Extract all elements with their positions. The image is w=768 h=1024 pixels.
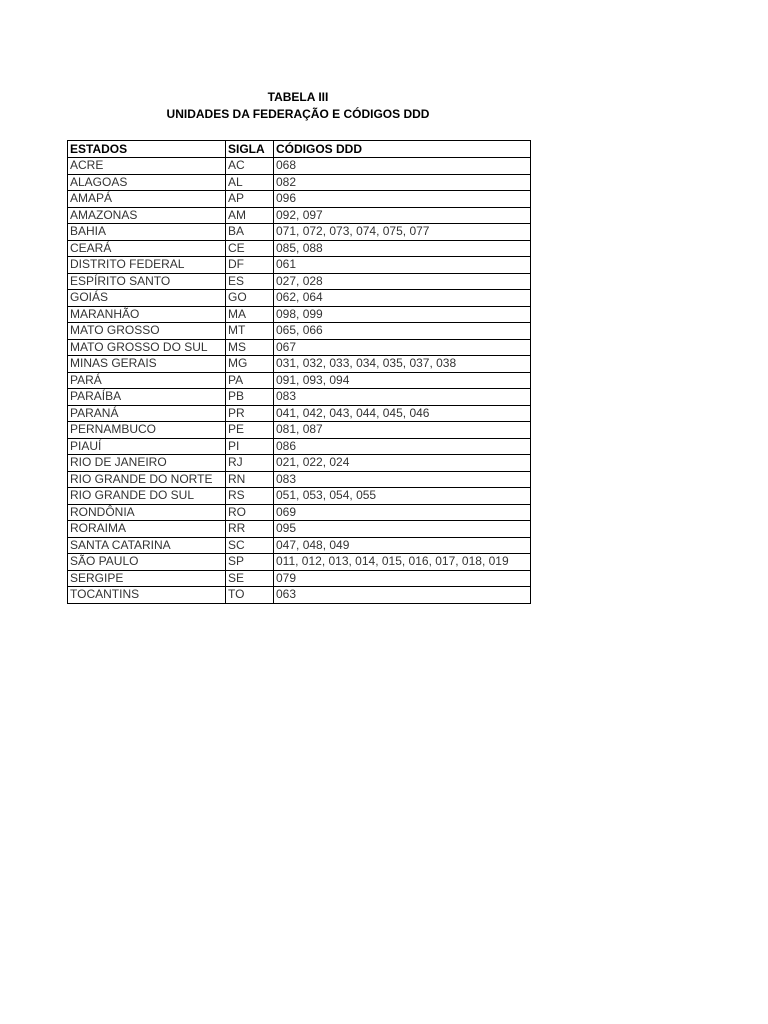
table-header-row — [68, 141, 531, 158]
state-cell: ACRE — [68, 158, 226, 175]
ddd-codes-cell: 021, 022, 024 — [274, 455, 531, 472]
ddd-codes-cell: 041, 042, 043, 044, 045, 046 — [274, 405, 531, 422]
table-row — [68, 537, 531, 554]
state-cell: BAHIA — [68, 224, 226, 241]
ddd-codes-cell: 061 — [274, 257, 531, 274]
sigla-cell: AL — [226, 174, 274, 191]
sigla-cell: PI — [226, 438, 274, 455]
state-cell: RORAIMA — [68, 521, 226, 538]
table-row — [68, 273, 531, 290]
ddd-codes-cell: 063 — [274, 587, 531, 604]
sigla-cell: TO — [226, 587, 274, 604]
table-row — [68, 323, 531, 340]
ddd-codes-cell: 081, 087 — [274, 422, 531, 439]
state-cell: PERNAMBUCO — [68, 422, 226, 439]
ddd-codes-cell: 085, 088 — [274, 240, 531, 257]
ddd-codes-cell: 011, 012, 013, 014, 015, 016, 017, 018, 019 — [274, 554, 531, 571]
sigla-cell: MG — [226, 356, 274, 373]
header-sigla: SIGLA — [226, 141, 274, 158]
ddd-codes-cell: 068 — [274, 158, 531, 175]
document-title: TABELA III — [267, 90, 329, 104]
table-row — [68, 438, 531, 455]
ddd-codes-cell: 096 — [274, 191, 531, 208]
table-row — [68, 422, 531, 439]
document-subtitle: UNIDADES DA FEDERAÇÃO E CÓDIGOS DDD — [166, 107, 430, 121]
state-cell: PARANÁ — [68, 405, 226, 422]
ddd-codes-cell: 079 — [274, 570, 531, 587]
state-cell: RONDÔNIA — [68, 504, 226, 521]
ddd-codes-cell: 031, 032, 033, 034, 035, 037, 038 — [274, 356, 531, 373]
state-cell: DISTRITO FEDERAL — [68, 257, 226, 274]
table-row — [68, 240, 531, 257]
table-row — [68, 174, 531, 191]
table-row — [68, 488, 531, 505]
state-cell: RIO DE JANEIRO — [68, 455, 226, 472]
state-cell: SÃO PAULO — [68, 554, 226, 571]
sigla-cell: SP — [226, 554, 274, 571]
sigla-cell: GO — [226, 290, 274, 307]
table-row — [68, 471, 531, 488]
ddd-codes-cell: 082 — [274, 174, 531, 191]
sigla-cell: RO — [226, 504, 274, 521]
state-cell: ALAGOAS — [68, 174, 226, 191]
sigla-cell: RS — [226, 488, 274, 505]
sigla-cell: MS — [226, 339, 274, 356]
state-cell: CEARÁ — [68, 240, 226, 257]
state-cell: SANTA CATARINA — [68, 537, 226, 554]
ddd-codes-cell: 062, 064 — [274, 290, 531, 307]
sigla-cell: MT — [226, 323, 274, 340]
sigla-cell: PR — [226, 405, 274, 422]
table-row — [68, 587, 531, 604]
table-row — [68, 455, 531, 472]
table-row — [68, 504, 531, 521]
header-codigos-ddd: CÓDIGOS DDD — [274, 141, 531, 158]
table-row — [68, 207, 531, 224]
ddd-codes-cell: 047, 048, 049 — [274, 537, 531, 554]
state-cell: GOIÁS — [68, 290, 226, 307]
state-cell: MINAS GERAIS — [68, 356, 226, 373]
sigla-cell: SC — [226, 537, 274, 554]
header-estados: ESTADOS — [68, 141, 226, 158]
sigla-cell: DF — [226, 257, 274, 274]
state-cell: SERGIPE — [68, 570, 226, 587]
table-row — [68, 306, 531, 323]
sigla-cell: ES — [226, 273, 274, 290]
table-row — [68, 521, 531, 538]
table-row — [68, 356, 531, 373]
table-row — [68, 405, 531, 422]
table-body — [68, 158, 531, 604]
ddd-codes-cell: 086 — [274, 438, 531, 455]
sigla-cell: PA — [226, 372, 274, 389]
table-row — [68, 554, 531, 571]
state-cell: TOCANTINS — [68, 587, 226, 604]
state-cell: AMAZONAS — [68, 207, 226, 224]
sigla-cell: CE — [226, 240, 274, 257]
sigla-cell: RN — [226, 471, 274, 488]
table-row — [68, 372, 531, 389]
table-row — [68, 191, 531, 208]
sigla-cell: SE — [226, 570, 274, 587]
ddd-codes-cell: 095 — [274, 521, 531, 538]
ddd-codes-cell: 069 — [274, 504, 531, 521]
ddd-codes-table — [67, 140, 531, 604]
ddd-codes-cell: 067 — [274, 339, 531, 356]
state-cell: RIO GRANDE DO NORTE — [68, 471, 226, 488]
sigla-cell: AM — [226, 207, 274, 224]
table-row — [68, 389, 531, 406]
state-cell: MATO GROSSO — [68, 323, 226, 340]
table-row — [68, 158, 531, 175]
table-row — [68, 257, 531, 274]
ddd-codes-cell: 065, 066 — [274, 323, 531, 340]
state-cell: ESPÍRITO SANTO — [68, 273, 226, 290]
sigla-cell: PB — [226, 389, 274, 406]
ddd-codes-cell: 098, 099 — [274, 306, 531, 323]
sigla-cell: PE — [226, 422, 274, 439]
state-cell: MARANHÃO — [68, 306, 226, 323]
ddd-codes-cell: 083 — [274, 389, 531, 406]
state-cell: PIAUÍ — [68, 438, 226, 455]
state-cell: PARÁ — [68, 372, 226, 389]
state-cell: RIO GRANDE DO SUL — [68, 488, 226, 505]
ddd-codes-cell: 092, 097 — [274, 207, 531, 224]
state-cell: PARAÍBA — [68, 389, 226, 406]
state-cell: AMAPÁ — [68, 191, 226, 208]
table-row — [68, 339, 531, 356]
sigla-cell: AP — [226, 191, 274, 208]
table-row — [68, 570, 531, 587]
ddd-codes-cell: 051, 053, 054, 055 — [274, 488, 531, 505]
table-row — [68, 290, 531, 307]
sigla-cell: RJ — [226, 455, 274, 472]
state-cell: MATO GROSSO DO SUL — [68, 339, 226, 356]
sigla-cell: RR — [226, 521, 274, 538]
sigla-cell: BA — [226, 224, 274, 241]
table-row — [68, 224, 531, 241]
ddd-codes-cell: 091, 093, 094 — [274, 372, 531, 389]
ddd-codes-cell: 083 — [274, 471, 531, 488]
sigla-cell: MA — [226, 306, 274, 323]
ddd-codes-cell: 071, 072, 073, 074, 075, 077 — [274, 224, 531, 241]
ddd-codes-cell: 027, 028 — [274, 273, 531, 290]
sigla-cell: AC — [226, 158, 274, 175]
